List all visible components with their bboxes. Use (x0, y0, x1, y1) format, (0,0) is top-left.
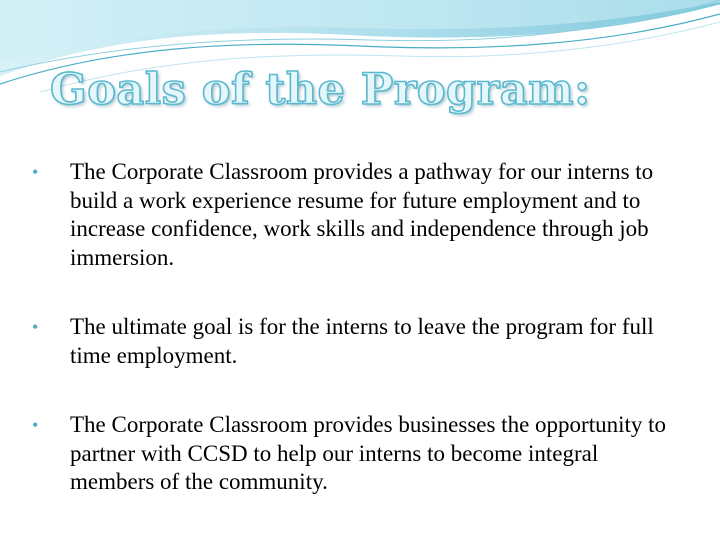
bullet-item (30, 313, 670, 370)
slide-title: Goals of the Program: (50, 65, 591, 115)
bullet-icon: • (32, 415, 39, 435)
bullet-icon: • (32, 162, 39, 182)
bullet-item (30, 411, 670, 497)
bullet-item (30, 158, 670, 272)
bullet-text: The ultimate goal is for the interns to leave the program for full time employment. (70, 314, 654, 368)
bullet-icon: • (32, 317, 39, 337)
bullet-text: The Corporate Classroom provides businesses the opportunity to partner with CCSD to help our interns to become integral members of the community. (70, 412, 667, 494)
bullet-text: The Corporate Classroom provides a pathway for our interns to build a work experience resume for future employment and to increase confidence, work skills and independence through job immersion. (70, 159, 654, 270)
bullet-list (30, 158, 670, 497)
